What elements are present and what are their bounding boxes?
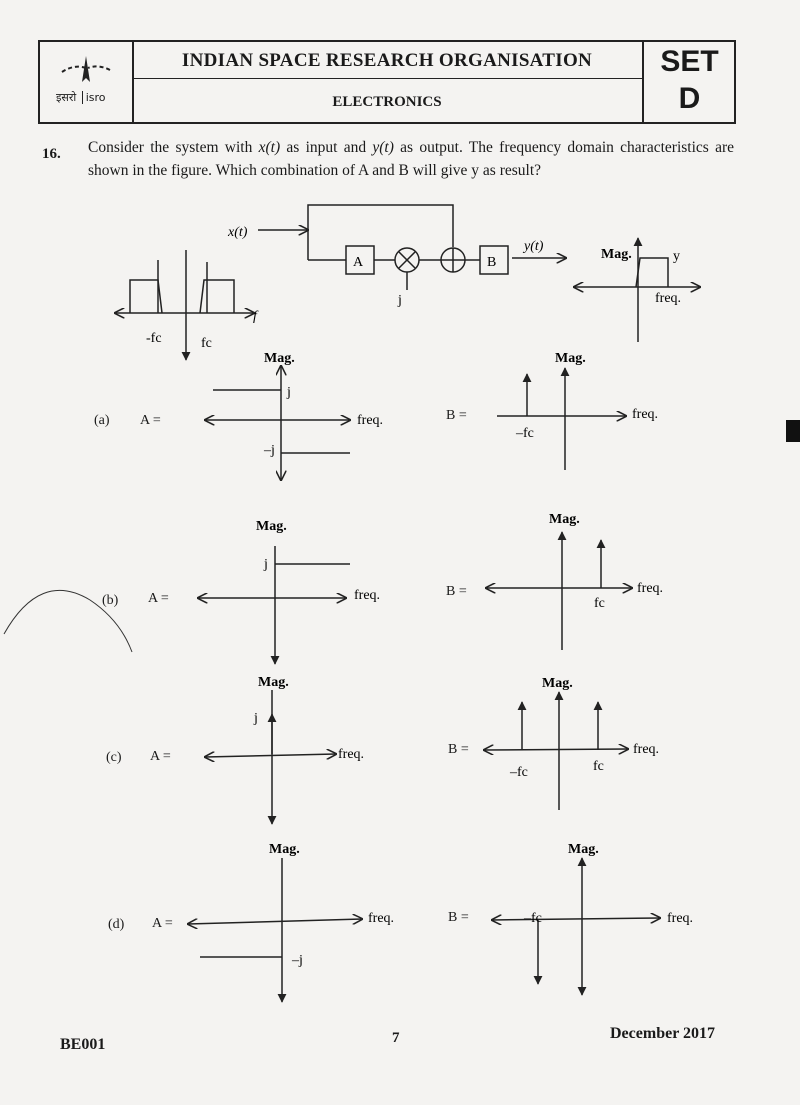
output-freq: freq.	[655, 291, 682, 306]
block-b-label: B	[487, 255, 497, 270]
option-d-B-plot	[492, 858, 660, 995]
subject-title: ELECTRONICS	[332, 94, 442, 110]
input-spectrum	[115, 250, 254, 360]
option-d-B-label: B =	[448, 910, 469, 925]
opt-a-A-freq: freq.	[357, 413, 384, 428]
option-c-id[interactable]: (c)	[106, 750, 122, 765]
opt-b-B-freq: freq.	[637, 581, 664, 596]
opt-b-A-mark-j: j	[264, 557, 268, 572]
set-label: SET	[660, 45, 719, 78]
page-edge-mark	[786, 420, 800, 442]
opt-d-A-mag: Mag.	[269, 842, 300, 857]
input-neg-fc: -fc	[146, 331, 162, 346]
option-a-A-label: A =	[140, 413, 161, 428]
opt-b-B-mark: fc	[594, 596, 605, 611]
opt-d-B-mark: –fc	[524, 911, 542, 926]
option-b-B-label: B =	[446, 584, 467, 599]
opt-a-A-mark-neg-j: –j	[264, 443, 275, 458]
opt-c-A-mark-j: j	[254, 711, 258, 726]
opt-b-A-freq: freq.	[354, 588, 381, 603]
input-axis-f: f	[253, 309, 257, 324]
opt-a-A-mark-j: j	[287, 385, 291, 400]
option-b-id[interactable]: (b)	[102, 593, 119, 608]
opt-d-A-mark-neg-j: –j	[292, 953, 303, 968]
logo-text-hindi: इसरो	[56, 91, 77, 104]
output-label: y(t)	[524, 239, 544, 254]
output-y: y	[673, 249, 680, 264]
opt-a-A-mag: Mag.	[264, 351, 295, 366]
opt-c-B-mark-neg-fc: –fc	[510, 765, 528, 780]
set-value: D	[678, 82, 701, 115]
opt-b-A-mag: Mag.	[256, 519, 287, 534]
opt-d-B-mag: Mag.	[568, 842, 599, 857]
opt-c-A-freq: freq.	[338, 747, 365, 762]
page-number: 7	[392, 1030, 400, 1046]
option-b-A-label: A =	[148, 591, 169, 606]
opt-d-B-freq: freq.	[667, 911, 694, 926]
opt-c-B-mag: Mag.	[542, 676, 573, 691]
output-spectrum	[574, 238, 700, 342]
question-text: Consider the system with x(t) as input and y(t) as output. The frequency domain characteristics are shown in the figure. Which combination of A and B will give y as result?	[88, 139, 734, 179]
multiplier-input-label: j	[398, 293, 402, 308]
option-b-B-plot	[486, 532, 632, 650]
exam-date: December 2017	[610, 1025, 715, 1042]
opt-c-A-mag: Mag.	[258, 675, 289, 690]
option-a-B-label: B =	[446, 408, 467, 423]
opt-b-B-mag: Mag.	[549, 512, 580, 527]
opt-d-A-freq: freq.	[368, 911, 395, 926]
option-a-B-plot	[497, 368, 626, 470]
org-title: INDIAN SPACE RESEARCH ORGANISATION	[132, 42, 642, 79]
option-c-B-plot	[484, 692, 628, 810]
question-number: 16.	[42, 146, 61, 162]
logo-text-english: isro	[82, 91, 106, 104]
option-c-A-plot	[205, 690, 336, 824]
block-a-label: A	[353, 255, 364, 270]
output-mag: Mag.	[601, 247, 632, 262]
opt-a-B-freq: freq.	[632, 407, 659, 422]
option-d-id[interactable]: (d)	[108, 917, 125, 932]
option-c-B-label: B =	[448, 742, 469, 757]
opt-c-B-freq: freq.	[633, 742, 660, 757]
option-d-A-label: A =	[152, 916, 173, 931]
opt-a-B-mag: Mag.	[555, 351, 586, 366]
input-label: x(t)	[228, 225, 248, 240]
opt-a-B-mark: –fc	[516, 426, 534, 441]
option-a-A-plot	[205, 366, 350, 480]
option-a-id[interactable]: (a)	[94, 413, 110, 428]
option-d-A-plot	[188, 858, 362, 1002]
paper-code: BE001	[60, 1036, 106, 1053]
opt-c-B-mark-fc: fc	[593, 759, 604, 774]
block-diagram	[258, 205, 566, 290]
input-pos-fc: fc	[201, 336, 212, 351]
option-b-A-plot	[198, 546, 350, 664]
option-c-A-label: A =	[150, 749, 171, 764]
